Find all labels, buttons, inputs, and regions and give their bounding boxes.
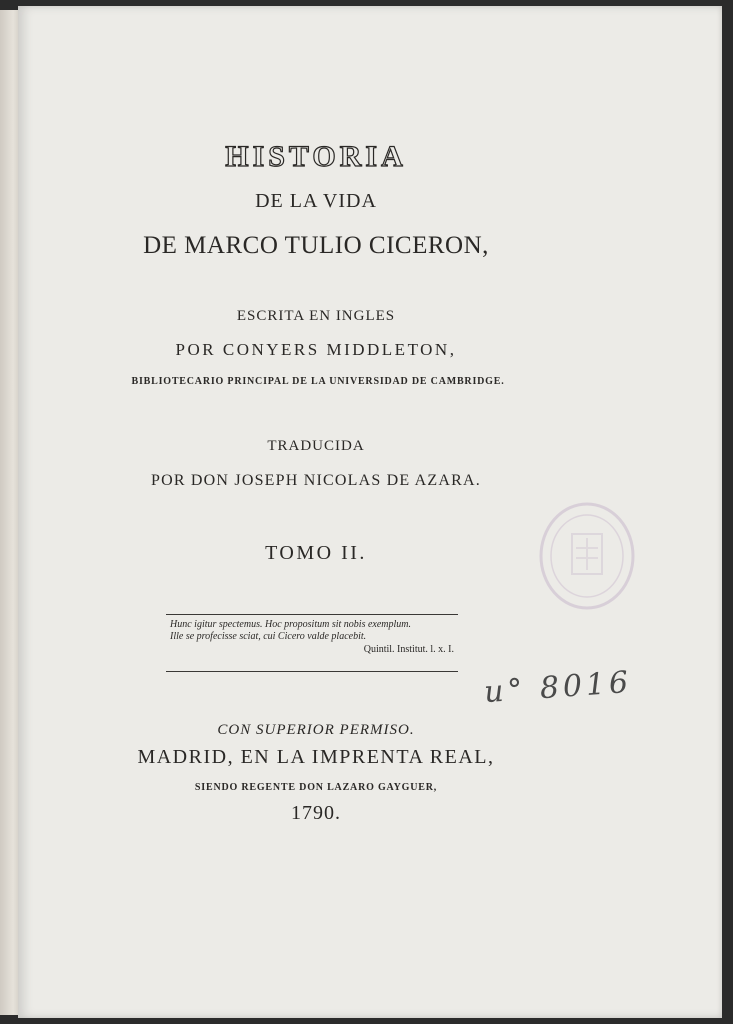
book-title: HISTORIA [225,140,407,173]
epigraph-line-2: Ille se profecisse sciat, cui Cicero valde placebit. [170,631,367,642]
epigraph-source: Quintil. Institut. l. x. I. [363,644,454,655]
written-in-english: ESCRITA EN INGLES [236,308,396,324]
handwritten-shelfmark: u° 8016 [482,664,634,711]
translator-name: POR DON JOSEPH NICOLAS DE AZARA. [151,472,481,489]
permission-line: CON SUPERIOR PERMISO. [217,722,415,738]
epigraph-line-1: Hunc igitur spectemus. Hoc propositum sit nobis exemplum. [170,619,411,630]
epigraph [166,614,458,672]
library-stamp-icon [538,500,636,612]
translated-label: TRADUCIDA [267,438,365,454]
author-name: POR CONYERS MIDDLETON, [175,340,457,359]
volume-number: TOMO II. [265,542,367,564]
publication-year: 1790. [291,802,341,824]
imprint-regent: SIENDO REGENTE DON LAZARO GAYGUER, [194,782,438,793]
imprint-city-press: MADRID, EN LA IMPRENTA REAL, [137,746,495,768]
author-role: BIBLIOTECARIO PRINCIPAL DE LA UNIVERSIDAD DE CAMBRIDGE. [131,376,505,387]
title-page [18,6,722,1018]
title-line-3: DE MARCO TULIO CICERON, [143,232,489,259]
title-line-2: DE LA VIDA [255,190,377,212]
